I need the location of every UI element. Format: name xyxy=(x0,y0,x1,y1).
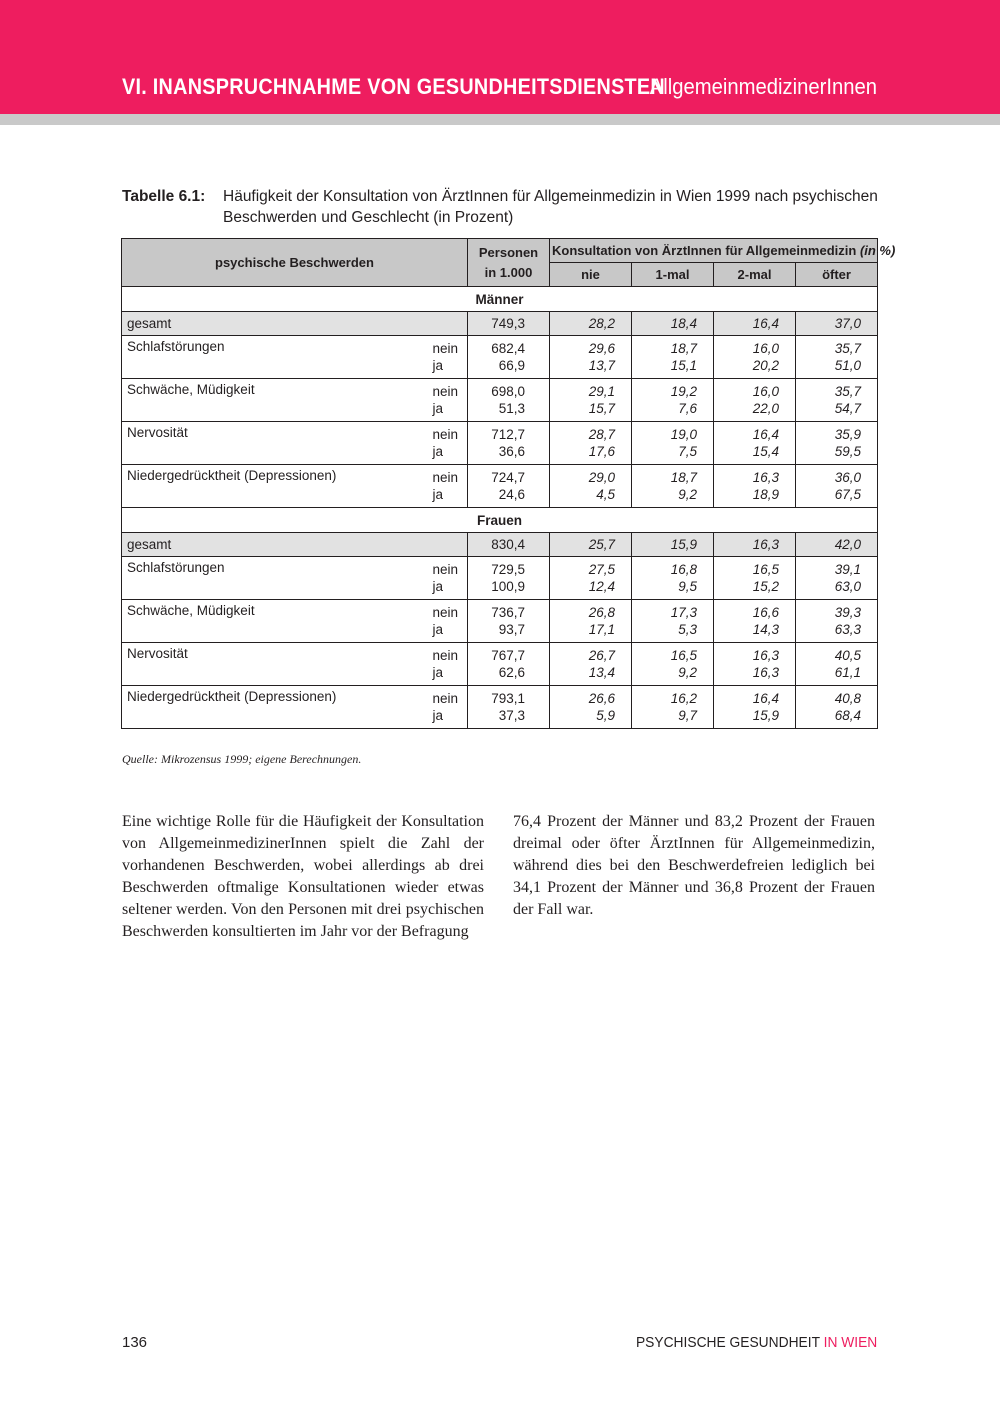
percent-cell xyxy=(632,465,714,508)
percent-cell xyxy=(714,557,796,600)
answer-key: ja xyxy=(432,622,444,637)
header-complaints: psychische Beschwerden xyxy=(122,239,468,287)
chapter-subtitle: AllgemeinmedizinerInnen xyxy=(649,74,877,99)
table-row xyxy=(122,686,878,729)
section-title: Männer xyxy=(122,287,878,312)
answer-cell xyxy=(428,600,468,643)
header-1-mal: 1-mal xyxy=(632,263,714,287)
answer-key: nein xyxy=(432,427,459,442)
answer-key: ja xyxy=(432,579,444,594)
percent-value: 15,4 xyxy=(752,444,779,459)
persons-value: 736,7 xyxy=(491,605,525,620)
persons-cell xyxy=(468,465,550,508)
persons-value: 793,1 xyxy=(491,691,525,706)
data-table xyxy=(121,238,896,729)
answer-key: nein xyxy=(432,605,459,620)
percent-value: 67,5 xyxy=(834,487,862,502)
percent-cell xyxy=(550,643,632,686)
answer-cell xyxy=(428,557,468,600)
section-title: Frauen xyxy=(122,508,878,533)
table-row xyxy=(122,336,878,379)
percent-value: 39,3 xyxy=(834,605,862,620)
complaint-label: Niedergedrücktheit (Depressionen) xyxy=(122,686,428,729)
percent-cell xyxy=(632,600,714,643)
percent-value: 19,2 xyxy=(670,384,697,399)
answer-key: ja xyxy=(432,444,444,459)
percent-cell xyxy=(632,643,714,686)
header-consult-group xyxy=(550,239,896,263)
percent-cell xyxy=(714,686,796,729)
percent-cell xyxy=(714,465,796,508)
percent-cell xyxy=(796,465,878,508)
total-value: 16,4 xyxy=(714,312,796,336)
header-oefter: öfter xyxy=(796,263,878,287)
percent-cell xyxy=(550,686,632,729)
percent-value: 16,5 xyxy=(670,648,697,663)
table-row xyxy=(122,600,878,643)
percent-value: 13,7 xyxy=(588,358,615,373)
header-consult-text: Konsultation von ÄrztInnen für Allgemeinmedizin xyxy=(552,243,857,258)
percent-cell xyxy=(550,557,632,600)
percent-cell xyxy=(550,465,632,508)
caption-label: Tabelle 6.1: xyxy=(122,188,206,205)
answer-cell xyxy=(428,643,468,686)
persons-cell xyxy=(468,600,550,643)
section-row xyxy=(122,287,878,312)
percent-value: 63,0 xyxy=(834,579,862,594)
answer-key: nein xyxy=(432,648,459,663)
page-number: 136 xyxy=(122,1334,148,1351)
persons-value: 698,0 xyxy=(491,384,525,399)
table-row xyxy=(122,557,878,600)
footer-title xyxy=(636,1334,877,1351)
header-nie: nie xyxy=(550,263,632,287)
persons-value: 712,7 xyxy=(491,427,525,442)
percent-value: 5,9 xyxy=(596,708,615,723)
percent-cell xyxy=(714,600,796,643)
percent-value: 29,1 xyxy=(588,384,615,399)
answer-key: ja xyxy=(432,708,444,723)
table-row xyxy=(122,379,878,422)
percent-value: 35,7 xyxy=(834,341,862,356)
percent-value: 14,3 xyxy=(752,622,779,637)
percent-value: 9,7 xyxy=(678,708,697,723)
answer-key: ja xyxy=(432,401,444,416)
percent-cell xyxy=(796,336,878,379)
header-persons: Personen in 1.000 xyxy=(468,239,550,287)
answer-key: nein xyxy=(432,562,459,577)
answer-cell xyxy=(428,379,468,422)
footer-title-accent: IN WIEN xyxy=(823,1334,877,1351)
persons-value: 36,6 xyxy=(498,444,525,459)
complaint-label: Nervosität xyxy=(122,643,428,686)
total-value: 42,0 xyxy=(796,533,878,557)
percent-cell xyxy=(714,336,796,379)
complaint-label: Schlafstörungen xyxy=(122,557,428,600)
header-2-mal: 2-mal xyxy=(714,263,796,287)
percent-cell xyxy=(796,422,878,465)
percent-cell xyxy=(796,600,878,643)
table-body xyxy=(122,287,878,729)
percent-value: 15,2 xyxy=(752,579,779,594)
percent-value: 26,8 xyxy=(588,605,615,620)
percent-value: 39,1 xyxy=(834,562,862,577)
percent-value: 22,0 xyxy=(752,401,779,416)
answer-key: nein xyxy=(432,691,459,706)
percent-cell xyxy=(796,686,878,729)
answer-key: ja xyxy=(432,487,444,502)
persons-value: 37,3 xyxy=(498,708,525,723)
percent-value: 4,5 xyxy=(596,487,615,502)
answer-key: ja xyxy=(432,358,444,373)
total-value: 15,9 xyxy=(632,533,714,557)
percent-value: 16,3 xyxy=(752,470,779,485)
percent-value: 5,3 xyxy=(678,622,697,637)
percent-value: 59,5 xyxy=(834,444,862,459)
percent-value: 18,7 xyxy=(670,341,697,356)
percent-cell xyxy=(550,379,632,422)
table-caption xyxy=(122,186,882,228)
answer-key: nein xyxy=(432,384,459,399)
percent-value: 16,3 xyxy=(752,648,779,663)
percent-value: 26,7 xyxy=(588,648,615,663)
percent-value: 15,1 xyxy=(670,358,697,373)
body-text-right: 76,4 Prozent der Männer und 83,2 Prozent der Frauen dreimal oder öfter ÄrztInnen für Allgemeinmedizin, während dies bei den Beschwerdefreien lediglich bei 34,1 Prozent der Männer und 36,8 Prozent der Frauen der Fall war. xyxy=(513,813,875,918)
percent-cell xyxy=(796,557,878,600)
percent-value: 16,6 xyxy=(752,605,779,620)
body-text-left: Eine wichtige Rolle für die Häufigkeit der Konsultation von AllgemeinmedizinerInnen spielt die Zahl der vorhandenen Beschwerden, wobei allerdings ab drei Beschwerden oftmalige Konsultationen wieder etwas seltener werden. Von den Personen mit drei psychischen Beschwerden konsultierten im Jahr vor der Befragung xyxy=(122,813,484,940)
persons-value: 24,6 xyxy=(498,487,525,502)
percent-cell xyxy=(632,686,714,729)
answer-key: nein xyxy=(432,470,459,485)
percent-value: 9,2 xyxy=(678,487,697,502)
percent-value: 7,5 xyxy=(678,444,697,459)
header-consult-unit: (in %) xyxy=(859,243,896,258)
percent-value: 17,3 xyxy=(670,605,697,620)
footer-title-main: PSYCHISCHE GESUNDHEIT xyxy=(635,1334,820,1351)
percent-value: 40,5 xyxy=(834,648,862,663)
percent-value: 12,4 xyxy=(588,579,615,594)
answer-key: nein xyxy=(432,341,459,356)
answer-cell xyxy=(428,465,468,508)
percent-value: 27,5 xyxy=(588,562,615,577)
percent-cell xyxy=(796,379,878,422)
answer-cell xyxy=(428,686,468,729)
header-rule xyxy=(0,114,1000,125)
persons-value: 51,3 xyxy=(498,401,525,416)
percent-cell xyxy=(796,643,878,686)
complaint-label: Schwäche, Müdigkeit xyxy=(122,379,428,422)
section-row xyxy=(122,508,878,533)
percent-cell xyxy=(632,422,714,465)
percent-value: 51,0 xyxy=(834,358,862,373)
persons-value: 767,7 xyxy=(491,648,525,663)
total-value: 25,7 xyxy=(550,533,632,557)
percent-cell xyxy=(714,422,796,465)
percent-cell xyxy=(550,422,632,465)
percent-value: 35,9 xyxy=(834,427,862,442)
answer-cell xyxy=(428,336,468,379)
complaint-label: Schlafstörungen xyxy=(122,336,428,379)
percent-value: 35,7 xyxy=(834,384,862,399)
persons-value: 100,9 xyxy=(491,579,525,594)
total-value: 18,4 xyxy=(632,312,714,336)
answer-key: ja xyxy=(432,665,444,680)
persons-cell xyxy=(468,336,550,379)
table-row xyxy=(122,643,878,686)
persons-cell xyxy=(468,643,550,686)
percent-value: 15,7 xyxy=(588,401,615,416)
percent-value: 16,5 xyxy=(752,562,779,577)
persons-cell xyxy=(468,686,550,729)
complaint-label: Niedergedrücktheit (Depressionen) xyxy=(122,465,428,508)
persons-value: 62,6 xyxy=(498,665,525,680)
percent-value: 9,5 xyxy=(678,579,697,594)
percent-value: 54,7 xyxy=(834,401,862,416)
total-value: 16,3 xyxy=(714,533,796,557)
percent-value: 18,7 xyxy=(670,470,697,485)
total-value: 37,0 xyxy=(796,312,878,336)
percent-value: 16,3 xyxy=(752,665,779,680)
percent-value: 16,2 xyxy=(670,691,697,706)
total-row xyxy=(122,312,878,336)
percent-value: 36,0 xyxy=(834,470,862,485)
percent-value: 63,3 xyxy=(834,622,862,637)
answer-cell xyxy=(428,422,468,465)
total-value: 28,2 xyxy=(550,312,632,336)
percent-value: 61,1 xyxy=(834,665,862,680)
percent-value: 17,1 xyxy=(588,622,615,637)
total-persons: 749,3 xyxy=(468,312,550,336)
percent-value: 16,8 xyxy=(670,562,697,577)
percent-value: 9,2 xyxy=(678,665,697,680)
percent-value: 15,9 xyxy=(752,708,779,723)
persons-cell xyxy=(468,422,550,465)
percent-value: 68,4 xyxy=(834,708,862,723)
persons-cell xyxy=(468,379,550,422)
persons-value: 682,4 xyxy=(491,341,525,356)
percent-value: 19,0 xyxy=(670,427,697,442)
percent-value: 16,0 xyxy=(752,384,779,399)
percent-value: 16,0 xyxy=(752,341,779,356)
persons-cell xyxy=(468,557,550,600)
table-row xyxy=(122,422,878,465)
percent-value: 16,4 xyxy=(752,427,779,442)
percent-value: 29,0 xyxy=(588,470,615,485)
total-row xyxy=(122,533,878,557)
total-label: gesamt xyxy=(122,312,468,336)
percent-value: 13,4 xyxy=(588,665,615,680)
caption-text: Häufigkeit der Konsultation von ÄrztInnen für Allgemeinmedizin in Wien 1999 nach psychischen Beschwerden und Geschlecht (in Prozent) xyxy=(223,188,878,226)
percent-cell xyxy=(550,336,632,379)
percent-cell xyxy=(714,643,796,686)
percent-cell xyxy=(632,336,714,379)
percent-value: 17,6 xyxy=(588,444,615,459)
percent-value: 7,6 xyxy=(678,401,697,416)
persons-value: 66,9 xyxy=(498,358,525,373)
percent-cell xyxy=(632,557,714,600)
source-note: Quelle: Mikrozensus 1999; eigene Berechnungen. xyxy=(122,752,362,766)
persons-value: 93,7 xyxy=(498,622,525,637)
persons-value: 729,5 xyxy=(491,562,525,577)
percent-value: 40,8 xyxy=(834,691,862,706)
table-row xyxy=(122,465,878,508)
complaint-label: Nervosität xyxy=(122,422,428,465)
percent-value: 16,4 xyxy=(752,691,779,706)
percent-value: 20,2 xyxy=(752,358,779,373)
chapter-title: VI. INANSPRUCHNAHME VON GESUNDHEITSDIENSTEN xyxy=(122,74,665,99)
percent-cell xyxy=(550,600,632,643)
persons-value: 724,7 xyxy=(491,470,525,485)
total-persons: 830,4 xyxy=(468,533,550,557)
complaint-label: Schwäche, Müdigkeit xyxy=(122,600,428,643)
percent-cell xyxy=(632,379,714,422)
percent-value: 26,6 xyxy=(588,691,615,706)
percent-value: 28,7 xyxy=(588,427,615,442)
total-label: gesamt xyxy=(122,533,468,557)
percent-value: 18,9 xyxy=(752,487,779,502)
percent-value: 29,6 xyxy=(588,341,615,356)
percent-cell xyxy=(714,379,796,422)
